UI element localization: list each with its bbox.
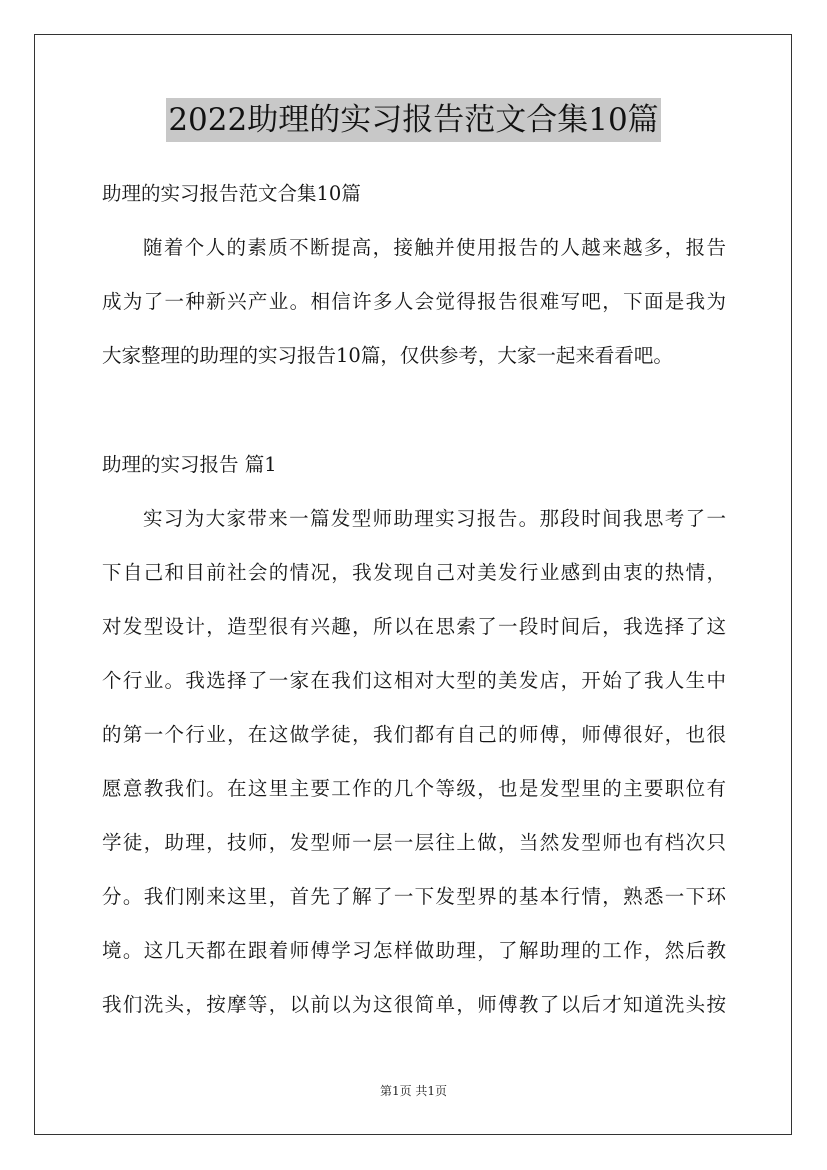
body-line-8: 分。我们刚来这里，首先了解了一下发型界的基本行情，熟悉一下环 xyxy=(102,885,726,908)
body-line-1: 实习为大家带来一篇发型师助理实习报告。那段时间我思考了一 xyxy=(143,507,726,530)
body-line-9: 境。这几天都在跟着师傅学习怎样做助理，了解助理的工作，然后教 xyxy=(102,939,726,962)
intro-line-2: 成为了一种新兴产业。相信许多人会觉得报告很难写吧，下面是我为 xyxy=(102,290,726,313)
body-line-4: 个行业。我选择了一家在我们这相对大型的美发店，开始了我人生中 xyxy=(102,669,726,692)
body-line-5: 的第一个行业，在这做学徒，我们都有自己的师傅，师傅很好，也很 xyxy=(102,723,726,746)
intro-line-1: 随着个人的素质不断提高，接触并使用报告的人越来越多，报告 xyxy=(143,236,726,259)
title-wrapper xyxy=(0,98,827,142)
intro-line-3: 大家整理的助理的实习报告10篇，仅供参考，大家一起来看看吧。 xyxy=(102,344,673,367)
document-subtitle: 助理的实习报告范文合集10篇 xyxy=(102,182,361,205)
body-line-7: 学徒，助理，技师，发型师一层一层往上做，当然发型师也有档次只 xyxy=(102,831,726,854)
body-line-2: 下自己和目前社会的情况，我发现自己对美发行业感到由衷的热情， xyxy=(102,561,726,584)
page-footer: 第1页 共1页 xyxy=(379,1084,448,1098)
body-line-10: 我们洗头，按摩等，以前以为这很简单，师傅教了以后才知道洗头按 xyxy=(102,993,726,1016)
body-line-6: 愿意教我们。在这里主要工作的几个等级，也是发型里的主要职位有 xyxy=(102,777,726,800)
body-line-3: 对发型设计，造型很有兴趣，所以在思索了一段时间后，我选择了这 xyxy=(102,615,726,638)
document-title: 2022助理的实习报告范文合集10篇 xyxy=(166,98,660,142)
section-heading: 助理的实习报告 篇1 xyxy=(102,453,277,476)
